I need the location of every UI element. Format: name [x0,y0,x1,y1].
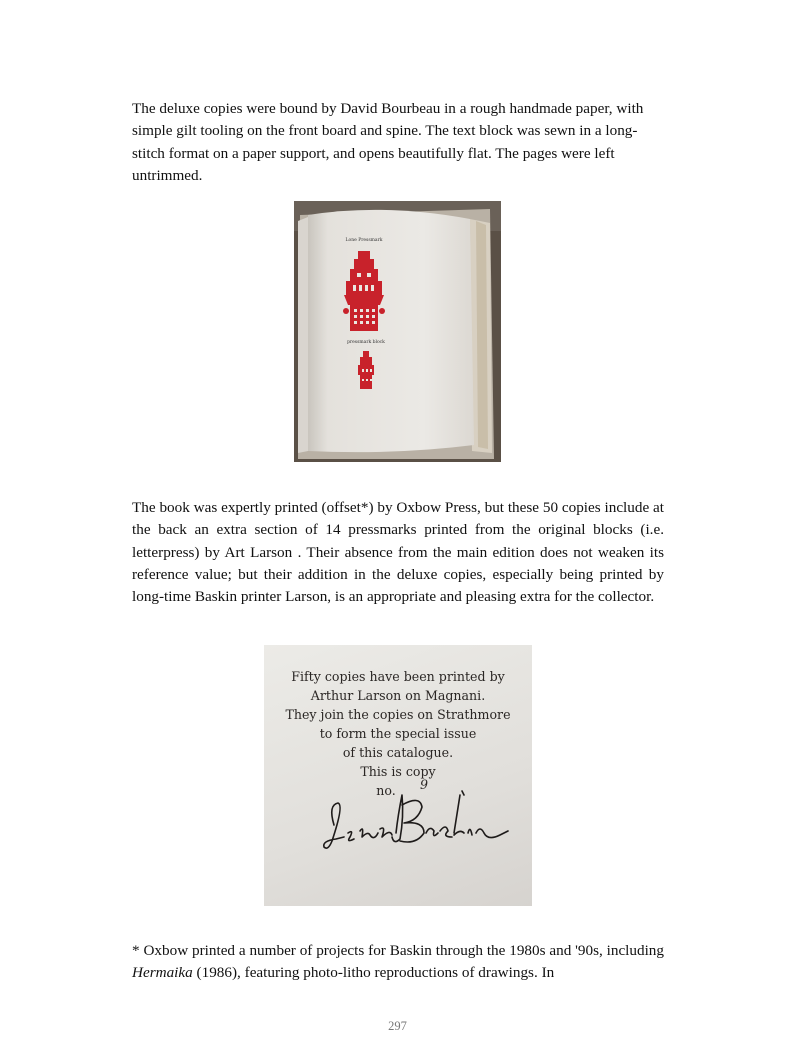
footnote-text-start: * Oxbow printed a number of projects for Baskin through the 1980s and '90s, including [132,942,664,959]
copy-number-handwritten: 9 [420,777,429,792]
colophon-line: Arthur Larson on Magnani. [310,688,486,703]
colophon-line: no. [376,783,396,798]
italic-title-hermaika: Hermaika [132,964,193,982]
colophon-line: to form the special issue [319,726,477,741]
photo1-caption-mid: pressmark block [347,340,385,345]
paragraph-printing: The book was expertly printed (offset*) by Oxbow Press, but these 50 copies include at the back an extra section of 14 pressmarks printed from the original blocks (i.e. letterpress) by Art Larson . Their absence from the main edition does not weaken its reference value; but their addition in the deluxe copies, especially being printed by long-time Baskin printer Larson, is an appropriate and pleasing extra for the collector. [132,499,664,606]
paragraph-binding: The deluxe copies were bound by David Bourbeau in a rough handmade paper, with simple gilt tooling on the front board and spine. The text block was sewn in a long-stitch format on a paper support, and opens beautifully flat. The pages were left untrimmed. [132,100,644,184]
colophon-line: of this catalogue. [342,745,454,760]
page-number: 297 [388,1019,407,1033]
colophon-line: They join the copies on Strathmore [285,707,511,722]
footnote-oxbow [132,940,664,985]
photo-colophon-signed [264,645,532,906]
colophon-line: This is copy [360,764,436,779]
photo-open-book-pressmarks [294,201,501,462]
signature-leonard-baskin [264,645,532,906]
open-book-illustration [294,201,501,462]
colophon-line: Fifty copies have been printed by [291,669,505,684]
footnote-text-end: (1986), featuring photo-litho reproductions of drawings. In [192,964,555,982]
photo1-caption-top: Lone Pressmark [345,238,383,243]
